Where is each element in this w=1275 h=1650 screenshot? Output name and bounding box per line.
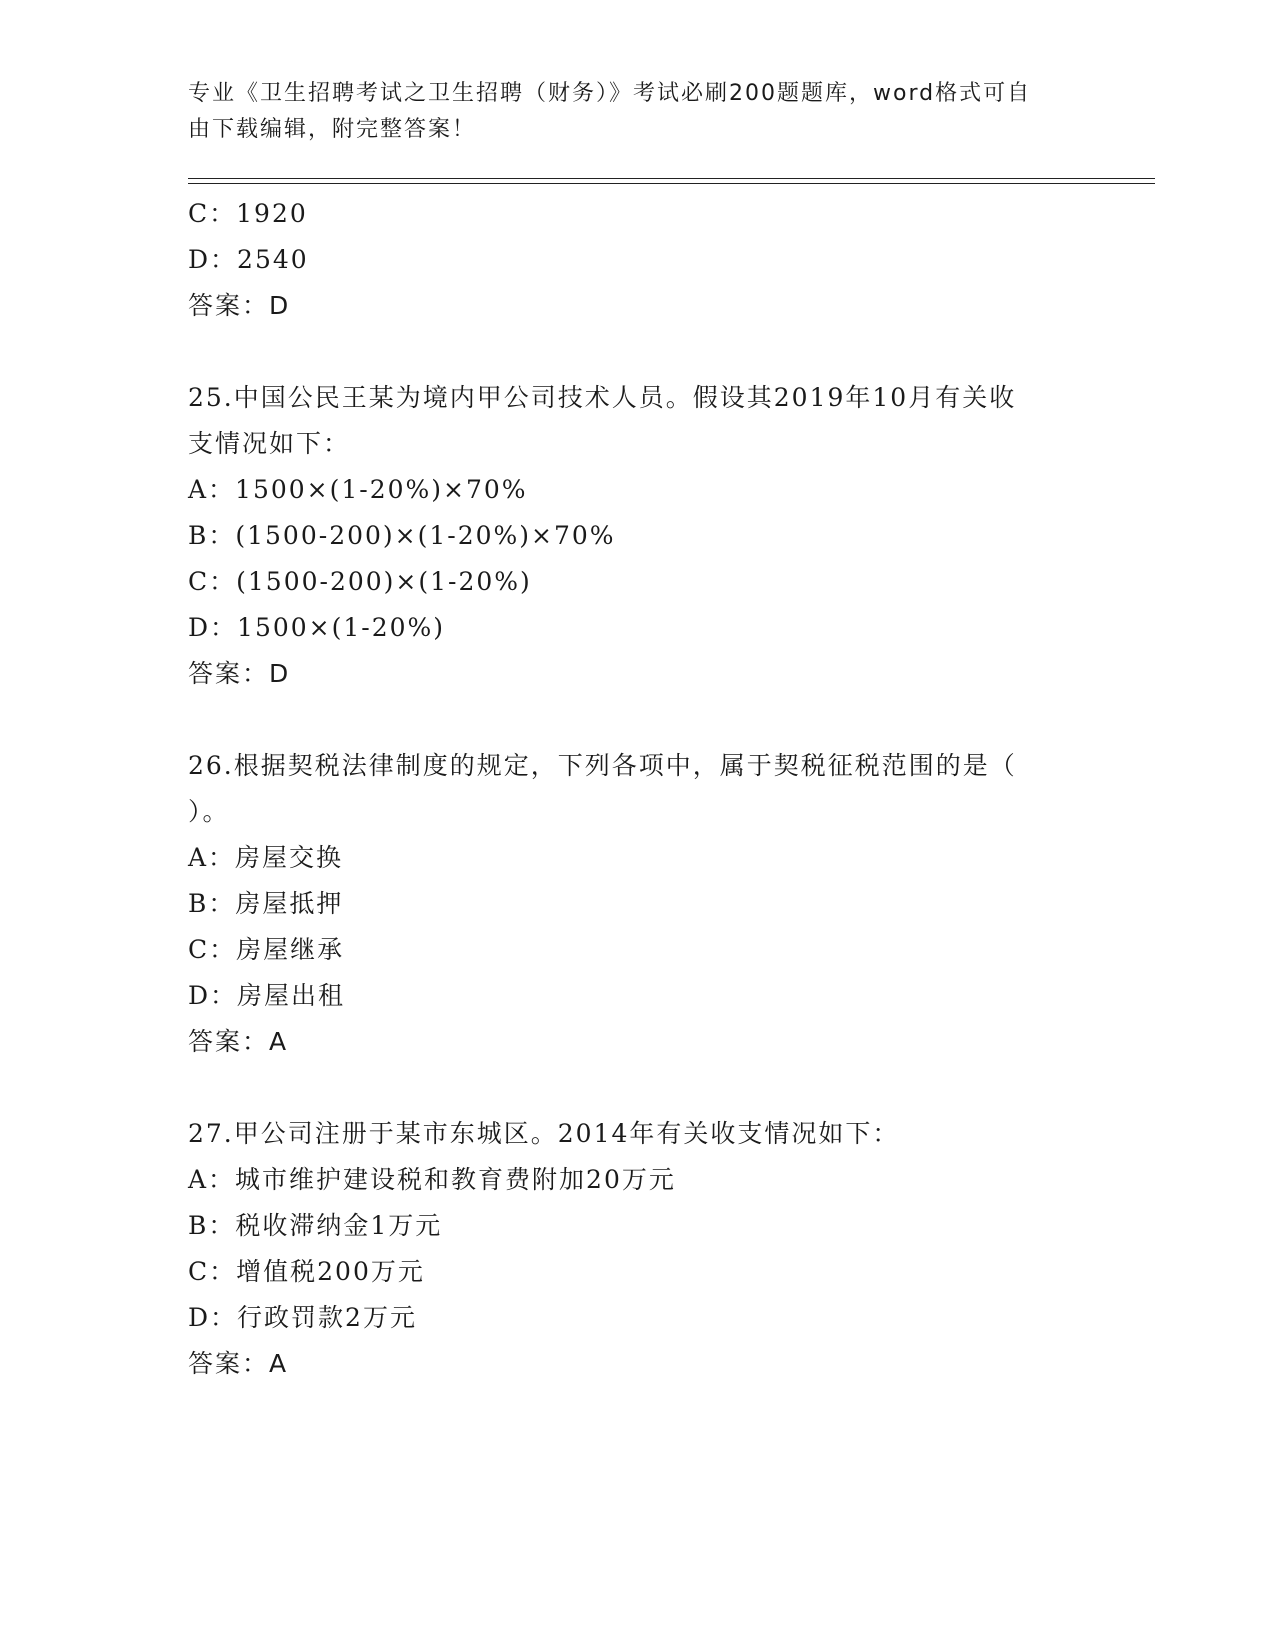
option-b: B：税收滞纳金1万元 [188,1211,443,1240]
document-body [188,191,1088,1387]
option-d: D：房屋出租 [188,981,346,1010]
option-b: B：房屋抵押 [188,889,344,918]
header-rule-bottom [188,183,1155,184]
header-line-2: 由下载编辑，附完整答案！ [188,117,477,142]
answer: 答案：A [188,1349,289,1378]
question-25 [188,375,1088,697]
question-stem: 25.中国公民王某为境内甲公司技术人员。假设其2019年10月有关收 [188,383,1017,412]
option-d: D：行政罚款2万元 [188,1303,417,1332]
spacer [188,697,1088,743]
answer: 答案：D [188,291,291,320]
option-a: A：房屋交换 [188,843,344,872]
question-stem-continued: 支情况如下： [188,429,351,458]
option-c: C：房屋继承 [188,935,345,964]
option-d: D：1500×(1-20%) [188,613,446,642]
spacer [188,1065,1088,1111]
spacer [188,329,1088,375]
question-24-tail [188,191,1088,329]
question-26 [188,743,1088,1065]
header-line-1: 专业《卫生招聘考试之卫生招聘（财务）》考试必刷200题题库，word格式可自 [188,81,1032,106]
question-stem-continued: ）。 [188,797,230,826]
option-a: A：1500×(1-20%)×70% [188,475,528,504]
question-stem: 27.甲公司注册于某市东城区。2014年有关收支情况如下： [188,1119,900,1148]
option-b: B：(1500-200)×(1-20%)×70% [188,521,616,550]
header-rule-top [188,178,1155,179]
option-a: A：城市维护建设税和教育费附加20万元 [188,1165,676,1194]
answer: 答案：A [188,1027,289,1056]
question-stem: 26.根据契税法律制度的规定，下列各项中，属于契税征税范围的是（ [188,751,1017,780]
option-d: D：2540 [188,245,309,274]
document-header [188,76,1088,148]
answer: 答案：D [188,659,291,688]
option-c: C：增值税200万元 [188,1257,425,1286]
option-c: C：1920 [188,199,308,228]
option-c: C：(1500-200)×(1-20%) [188,567,532,596]
question-27 [188,1111,1088,1387]
